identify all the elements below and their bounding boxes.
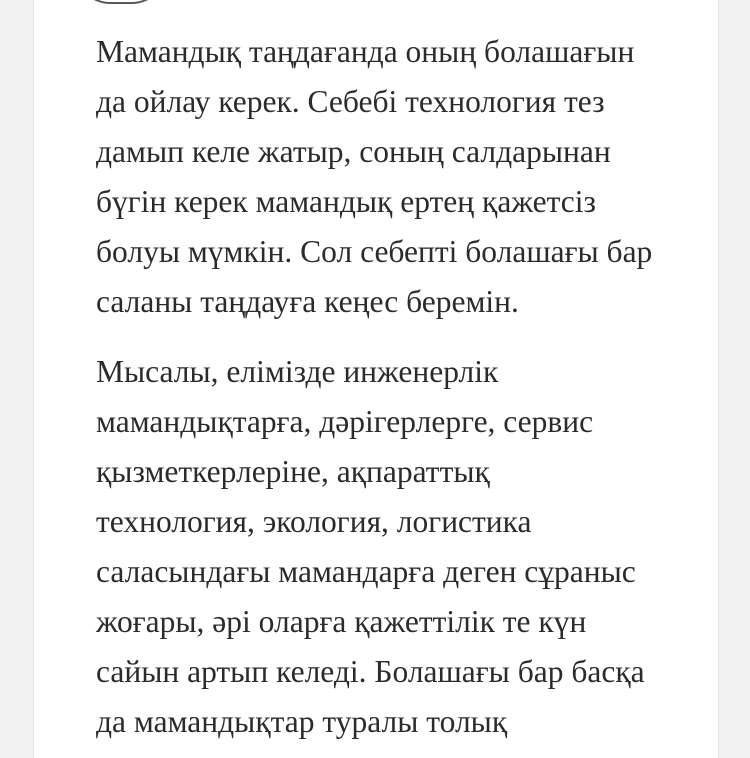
paragraph-line: болуы мүмкін. Сол себепті болашағы бар xyxy=(96,234,653,269)
paragraph-line: да ойлау керек. Себебі технология тез xyxy=(96,84,605,119)
paragraph-line: бүгін керек мамандық ертең қажетсіз xyxy=(96,184,596,219)
paragraph-line: технология, экология, логистика xyxy=(96,504,532,539)
paragraph-line: сайын артып келеді. Болашағы бар басқа xyxy=(96,654,645,689)
paragraph-line: саласындағы мамандарға деген сұраныс xyxy=(96,554,636,589)
paragraph-line: мамандықтарға, дәрігерлерге, сервис xyxy=(96,404,594,439)
paragraph-line: саланы таңдауға кеңес беремін. xyxy=(96,284,519,319)
paragraph-line: Мамандық таңдағанда оның болашағын xyxy=(96,34,635,69)
paragraph-line: жоғары, әрі оларға қажеттілік те күн xyxy=(96,604,587,639)
article-card xyxy=(33,0,719,758)
paragraph-line: да мамандықтар туралы толық xyxy=(96,704,508,739)
paragraph-line: дамып келе жатыр, соның салдарынан xyxy=(96,134,611,169)
paragraph-line: Мысалы, елімізде инженерлік xyxy=(96,354,499,389)
author-avatar[interactable] xyxy=(76,0,166,4)
paragraph-line: қызметкерлеріне, ақпараттық xyxy=(96,454,490,489)
